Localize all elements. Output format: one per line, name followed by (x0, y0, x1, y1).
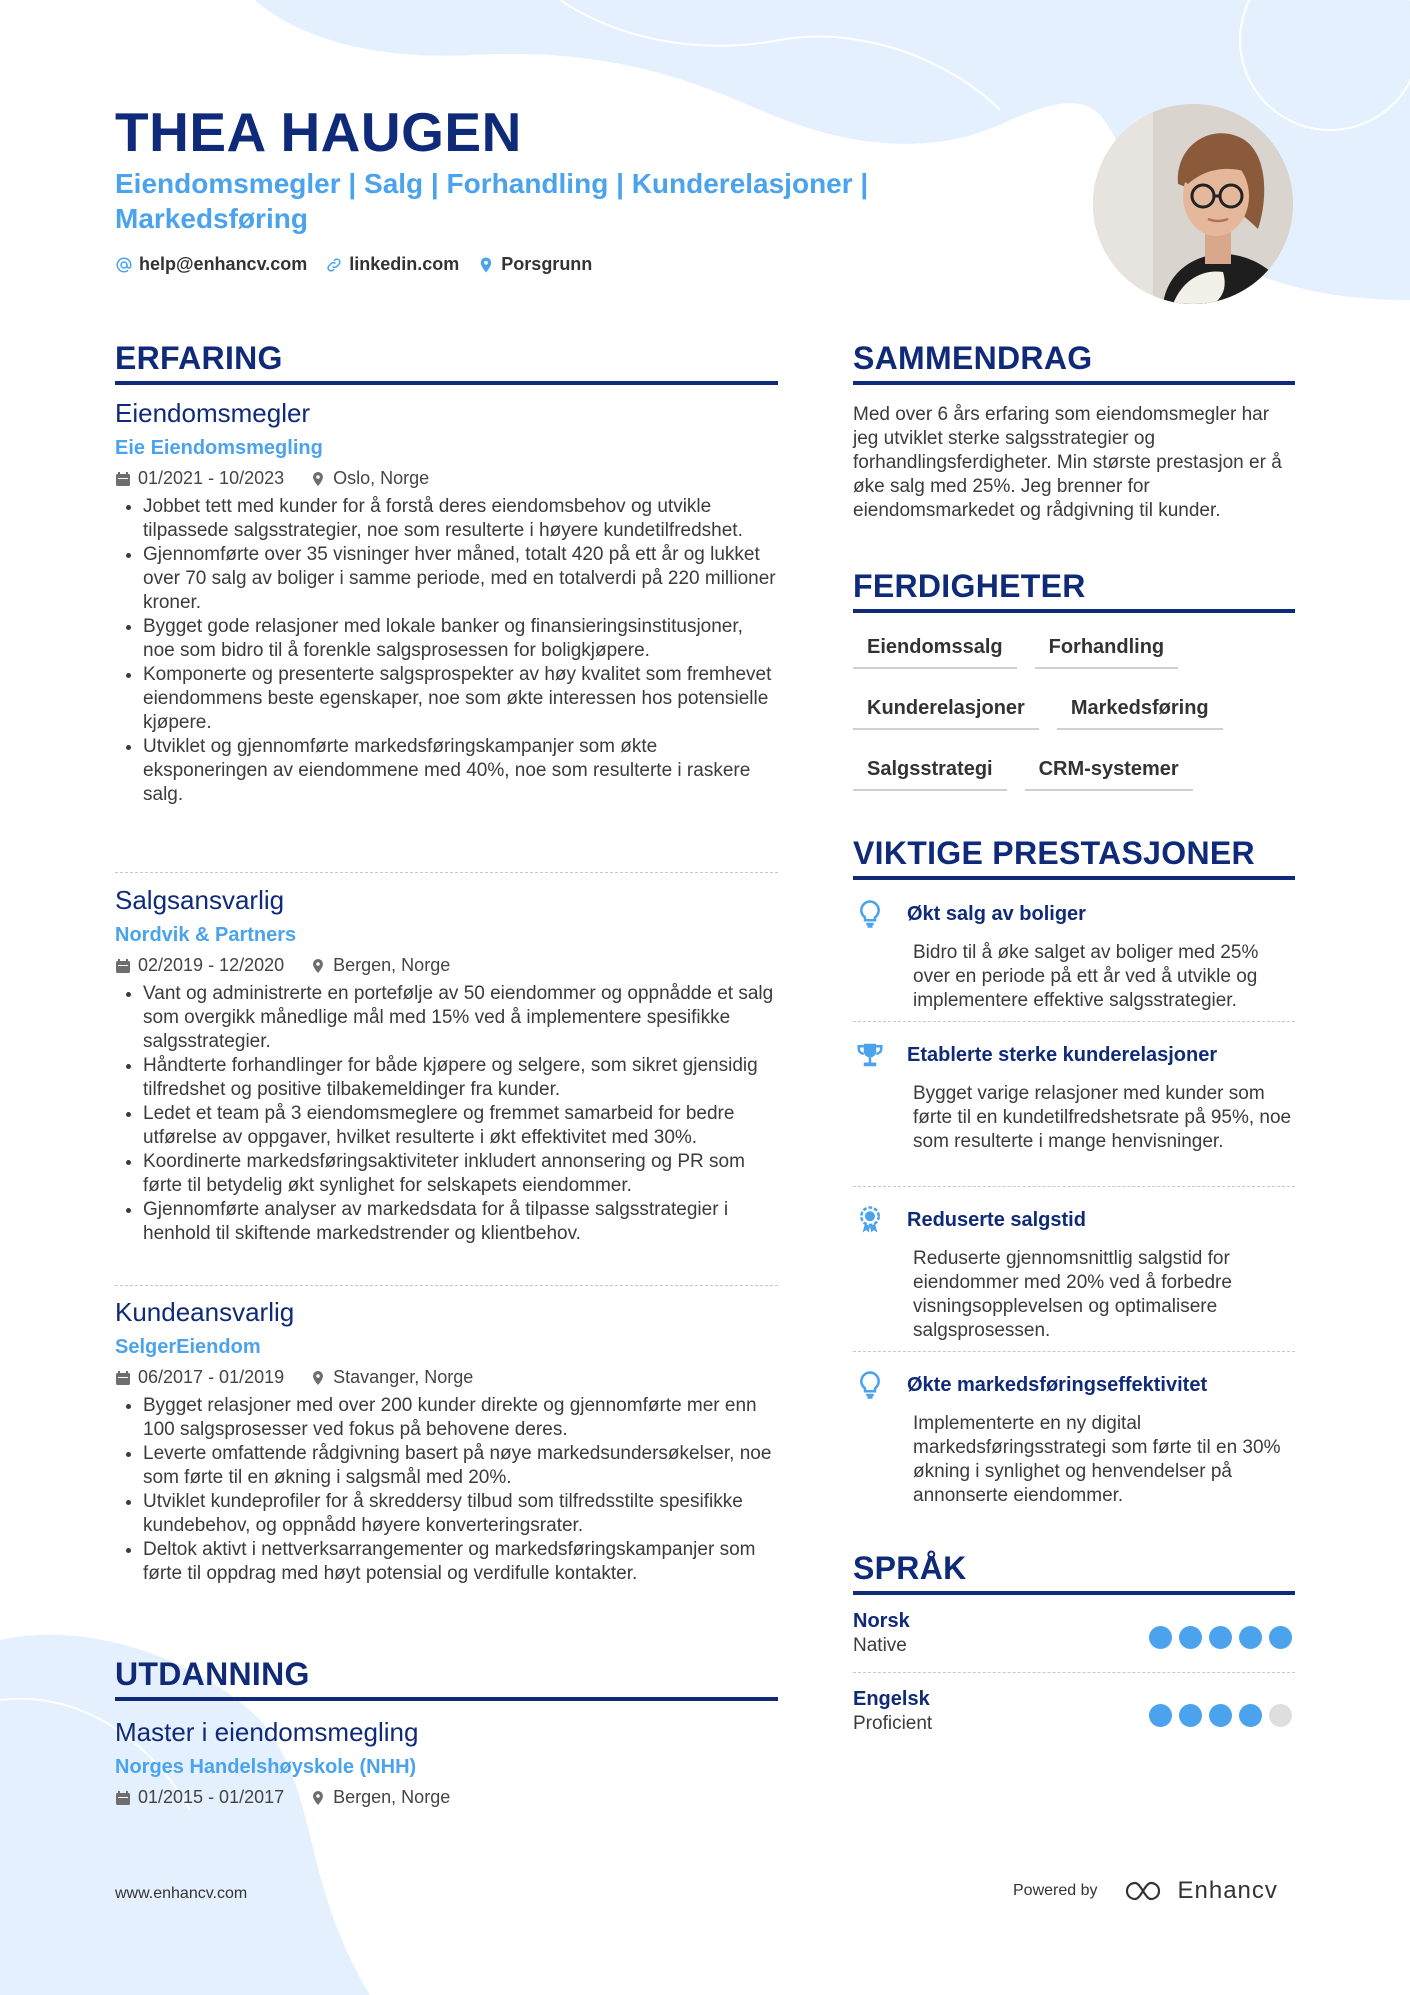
rating-dot-filled (1209, 1626, 1232, 1649)
job-dates: 02/2019 - 12/2020 (138, 955, 285, 975)
linkedin-text: linkedin.com (349, 254, 460, 274)
brand-name: Enhancv (1177, 1877, 1278, 1904)
at-icon (115, 256, 133, 274)
divider (853, 1186, 1295, 1187)
section-languages-title: SPRÅK (853, 1550, 1295, 1595)
job-title: Kundeansvarlig (115, 1297, 295, 1327)
language-item (853, 1610, 1295, 1657)
divider (853, 1351, 1295, 1352)
achievement-description: Implementerte en ny digital markedsføringsstrategi som førte til en 30% økning i synlighet og henvendelser på annonserte eiendommer. (913, 1413, 1281, 1506)
contact-email[interactable] (115, 254, 307, 275)
rating-dot-filled (1269, 1626, 1292, 1649)
section-experience-title: ERFARING (115, 340, 778, 385)
company-name: SelgerEiendom (115, 1336, 261, 1358)
job-meta (115, 955, 778, 976)
enhancv-logo-icon (1124, 1879, 1168, 1903)
achievement-description: Reduserte gjennomsnittlig salgstid for eiendommer med 20% ved å forbedre visningsopplevelsen og optimalisere salgsprosessen. (913, 1248, 1232, 1341)
rating-dot-empty (1269, 1704, 1292, 1727)
achievement-item (853, 1038, 1298, 1154)
location-pin-icon (310, 958, 326, 974)
calendar-icon (115, 1790, 131, 1806)
school-name: Norges Handelshøyskole (NHH) (115, 1756, 417, 1778)
bullet-item: • Bygget relasjoner med over 200 kunder direkte og gjennomførte mer enn 100 salgsprosesser ved fokus på behovene deres. (143, 1394, 778, 1442)
achievement-title: Økt salg av boliger (907, 902, 1086, 925)
job-title: Eiendomsmegler (115, 398, 311, 428)
company-name: Eie Eiendomsmegling (115, 437, 323, 459)
enhancv-logo[interactable] (1124, 1877, 1278, 1905)
job-location: Oslo, Norge (333, 468, 430, 488)
skills-list (853, 630, 1298, 791)
footer-website[interactable]: www.enhancv.com (115, 1885, 248, 1902)
language-level: Proficient (853, 1713, 933, 1734)
skill-tag: Forhandling (1035, 630, 1179, 669)
location-pin-icon (310, 471, 326, 487)
bullet-item: • Ledet et team på 3 eiendomsmeglere og fremmet samarbeid for bedre utførelse av oppgaver, hvilket resulterte i økt effektivitet med 30%. (143, 1102, 778, 1150)
achievement-item (853, 1203, 1298, 1343)
lightbulb-icon (853, 897, 887, 931)
bullet-item: • Jobbet tett med kunder for å forstå deres eiendomsbehov og utvikle tilpassede salgsstrategier, noe som resulterte i høyere kundetilfredshet. (143, 495, 778, 543)
language-rating (1149, 1704, 1292, 1727)
experience-item (115, 1297, 778, 1586)
headline: Eiendomsmegler | Salg | Forhandling | Kunderelasjoner | Markedsføring (115, 168, 869, 234)
profile-photo (1093, 104, 1293, 304)
achievement-title: Etablerte sterke kunderelasjoner (907, 1043, 1218, 1066)
skill-tag: Markedsføring (1057, 691, 1223, 730)
contact-linkedin[interactable] (325, 254, 459, 275)
company-name: Nordvik & Partners (115, 924, 297, 946)
bullet-item: • Bygget gode relasjoner med lokale banker og finansieringsinstitusjoner, noe som bidro til å forenkle salgsprosessen for boligkjøpere. (143, 615, 778, 663)
rating-dot-filled (1179, 1626, 1202, 1649)
calendar-icon (115, 471, 131, 487)
job-bullets (115, 1394, 778, 1586)
divider (853, 1021, 1295, 1022)
achievement-description: Bygget varige relasjoner med kunder som førte til en kundetilfredshetsrate på 95%, noe som resulterte i mange henvisninger. (913, 1083, 1292, 1152)
language-name: Engelsk (853, 1688, 930, 1710)
calendar-icon (115, 958, 131, 974)
experience-item (115, 398, 778, 807)
candidate-name: THEA HAUGEN (115, 101, 522, 163)
calendar-icon (115, 1370, 131, 1386)
location-pin-icon (310, 1790, 326, 1806)
language-rating (1149, 1626, 1292, 1649)
location-text: Porsgrunn (501, 254, 593, 274)
rating-dot-filled (1239, 1626, 1262, 1649)
link-icon (325, 256, 343, 274)
bullet-item: • Leverte omfattende rådgivning basert på nøye markedsundersøkelser, noe som førte til en økning i salgsmål med 20%. (143, 1442, 778, 1490)
education-meta (115, 1787, 778, 1808)
bullet-item: • Gjennomførte over 35 visninger hver måned, totalt 420 på ett år og lukket over 70 salg av boliger i samme periode, med en totalverdi på 220 millioner kroner. (143, 543, 778, 615)
achievement-title: Økte markedsføringseffektivitet (907, 1373, 1208, 1396)
job-dates: 06/2017 - 01/2019 (138, 1367, 285, 1387)
contact-location (477, 254, 592, 275)
section-education-title: UTDANNING (115, 1656, 778, 1701)
skill-tag: Kunderelasjoner (853, 691, 1039, 730)
location-pin-icon (477, 256, 495, 274)
bullet-item: • Deltok aktivt i nettverksarrangementer og markedsføringskampanjer som førte til oppdrag med høyt potensial og verdifulle kontakter. (143, 1538, 778, 1586)
language-item (853, 1688, 1295, 1735)
skill-tag: Eiendomssalg (853, 630, 1017, 669)
job-dates: 01/2021 - 10/2023 (138, 468, 285, 488)
location-pin-icon (310, 1370, 326, 1386)
bullet-item: • Koordinerte markedsføringsaktiviteter inkludert annonsering og PR som førte til betydelig økt synlighet for selskapets eiendommer. (143, 1150, 778, 1198)
job-bullets (115, 495, 778, 807)
skill-tag: Salgsstrategi (853, 752, 1007, 791)
achievement-title: Reduserte salgstid (907, 1208, 1086, 1231)
degree-title: Master i eiendomsmegling (115, 1717, 419, 1747)
rating-dot-filled (1239, 1704, 1262, 1727)
trophy-icon (853, 1038, 887, 1072)
bullet-item: • Håndterte forhandlinger for både kjøpere og selgere, som sikret gjensidig tilfredshet og positive tilbakemeldinger fra kunder. (143, 1054, 778, 1102)
bullet-item: • Utviklet kundeprofiler for å skreddersy tilbud som tilfredsstilte spesifikke kundebehov, og oppnådd høyere konverteringsrater. (143, 1490, 778, 1538)
award-ribbon-icon (853, 1203, 887, 1237)
education-item (115, 1717, 778, 1814)
rating-dot-filled (1149, 1626, 1172, 1649)
rating-dot-filled (1179, 1704, 1202, 1727)
lightbulb-icon (853, 1368, 887, 1402)
section-achievements-title: VIKTIGE PRESTASJONER (853, 835, 1295, 880)
section-skills-title: FERDIGHETER (853, 568, 1295, 613)
email-text: help@enhancv.com (139, 254, 308, 274)
bullet-item: • Komponerte og presenterte salgsprospekter av høy kvalitet som fremhevet eiendommens beste egenskaper, noe som økte interessen hos potensielle kjøpere. (143, 663, 778, 735)
language-level: Native (853, 1635, 907, 1656)
bullet-item: • Vant og administrerte en portefølje av 50 eiendommer og oppnådde et salg som overgikk månedlige mål med 15% ved å implementere spesifikke salgsstrategier. (143, 982, 778, 1054)
job-location: Stavanger, Norge (333, 1367, 474, 1387)
divider (853, 1672, 1295, 1673)
achievement-description: Bidro til å øke salget av boliger med 25% over en periode på ett år ved å utvikle og implementere effektive salgsstrategier. (913, 942, 1259, 1011)
section-summary-title: SAMMENDRAG (853, 340, 1295, 385)
divider (115, 1285, 778, 1286)
contact-bar (115, 254, 592, 275)
job-bullets (115, 982, 778, 1246)
language-name: Norsk (853, 1610, 910, 1632)
summary-text: Med over 6 års erfaring som eiendomsmegler har jeg utviklet sterke salgsstrategier og forhandlingsferdigheter. Min største prestasjon er å øke salg med 25%. Jeg brenner for eiendomsmarkedet og rådgivning til kunder. (853, 404, 1282, 521)
experience-item (115, 885, 778, 1246)
education-dates: 01/2015 - 01/2017 (138, 1787, 285, 1807)
bullet-item: • Gjennomførte analyser av markedsdata for å tilpasse salgsstrategier i henhold til skiftende markedstrender og klientbehov. (143, 1198, 778, 1246)
divider (115, 872, 778, 873)
job-title: Salgsansvarlig (115, 885, 285, 915)
job-meta (115, 468, 778, 489)
rating-dot-filled (1149, 1704, 1172, 1727)
footer-branding (1013, 1877, 1278, 1905)
job-meta (115, 1367, 778, 1388)
education-location: Bergen, Norge (333, 1787, 451, 1807)
skill-tag: CRM-systemer (1025, 752, 1193, 791)
job-location: Bergen, Norge (333, 955, 451, 975)
rating-dot-filled (1209, 1704, 1232, 1727)
achievement-item (853, 897, 1298, 1013)
powered-by-text: Powered by (1013, 1882, 1098, 1899)
achievement-item (853, 1368, 1298, 1508)
bullet-item: • Utviklet og gjennomførte markedsføringskampanjer som økte eksponeringen av eiendommene med 40%, noe som resulterte i raskere salg. (143, 735, 778, 807)
